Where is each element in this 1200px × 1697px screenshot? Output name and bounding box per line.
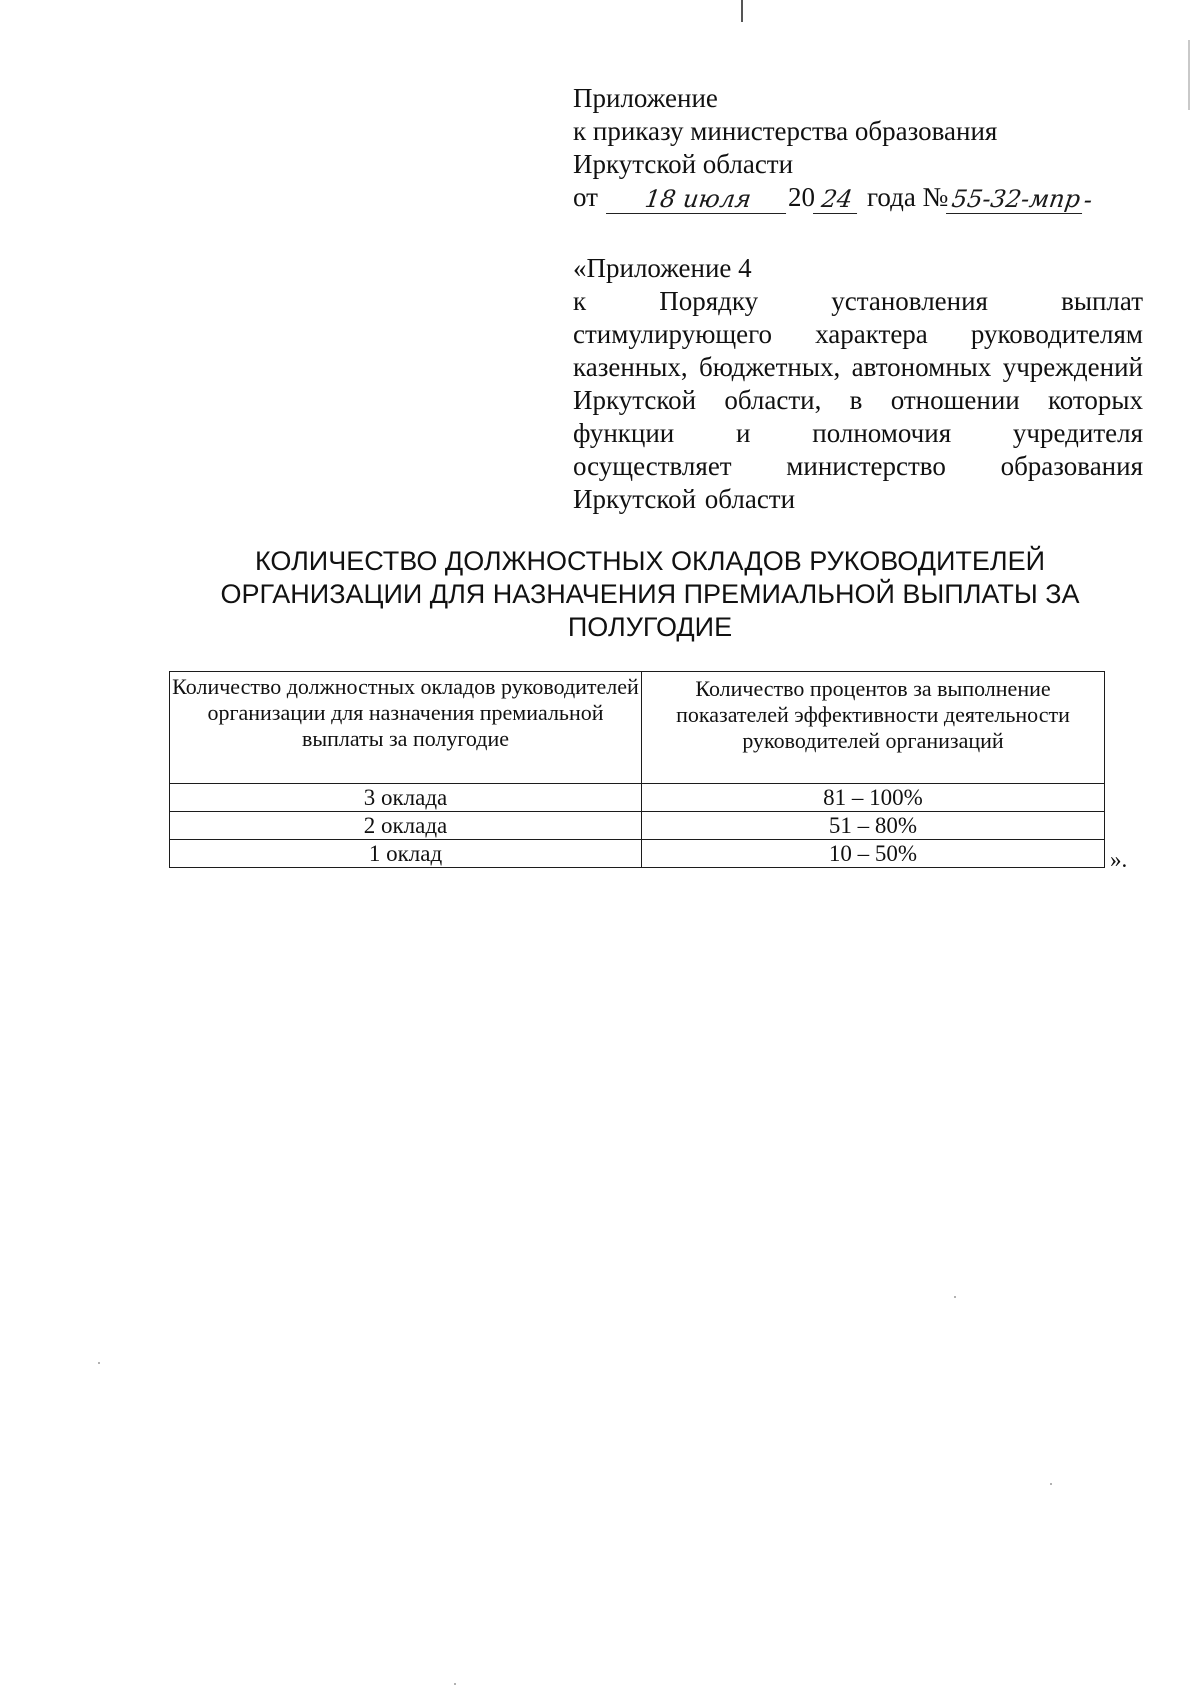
scan-speck	[954, 1296, 956, 1298]
table-cell-salaries: 3 оклада	[170, 784, 642, 812]
handwritten-order-number: 55-32-мпр	[946, 185, 1086, 214]
table-cell-salaries: 1 оклад	[170, 840, 642, 868]
document-title	[170, 545, 1130, 644]
table-header-percent: Количество процентов за выполнение показателей эффективности деятельности руководителей организаций	[642, 672, 1105, 784]
table-cell-percent: 10 – 50%	[642, 840, 1105, 868]
handwritten-order-tail: -	[1082, 186, 1095, 214]
approval-line-2: к приказу министерства образования	[573, 116, 998, 146]
table-header-salaries: Количество должностных окладов руководителей организации для назначения премиальной выплаты за полугодие	[170, 672, 642, 784]
scan-edge-mark	[1188, 40, 1190, 110]
appendix-text: к Порядку установления выплат стимулирующего характера руководителям казенных, бюджетных, автономных учреждений Иркутской области, в отношении которых функции и полномочия учредителя осуществляет министерство образования Иркутской области	[573, 286, 1143, 514]
scan-speck	[1050, 1483, 1052, 1485]
table-header-row	[170, 672, 1105, 784]
closing-quote-mark: ».	[1110, 847, 1128, 872]
title-line-2: ОРГАНИЗАЦИИ ДЛЯ НАЗНАЧЕНИЯ ПРЕМИАЛЬНОЙ ВЫПЛАТЫ ЗА	[220, 579, 1080, 609]
table-cell-percent: 51 – 80%	[642, 812, 1105, 840]
approval-line-3: Иркутской области	[573, 149, 794, 179]
salary-table	[169, 671, 1105, 868]
title-line-3: ПОЛУГОДИЕ	[567, 612, 733, 642]
scan-speck	[98, 1362, 100, 1364]
table-row	[170, 784, 1105, 812]
scan-speck	[454, 1683, 456, 1685]
table-row	[170, 812, 1105, 840]
table-cell-percent: 81 – 100%	[642, 784, 1105, 812]
table-row	[170, 840, 1105, 868]
table-cell-salaries: 2 оклада	[170, 812, 642, 840]
handwritten-date: 18 июля	[606, 185, 790, 214]
approval-line-1: Приложение	[573, 83, 718, 113]
title-line-1: КОЛИЧЕСТВО ДОЛЖНОСТНЫХ ОКЛАДОВ РУКОВОДИТЕЛЕЙ	[254, 546, 1046, 576]
appendix-heading: «Приложение 4	[573, 253, 752, 283]
handwritten-year: 24	[813, 185, 861, 214]
year-prefix: 20	[787, 182, 815, 212]
approval-date-line	[573, 181, 1133, 214]
scan-edge-mark	[741, 0, 743, 22]
date-prefix: от	[573, 182, 598, 212]
approval-block	[573, 82, 1133, 214]
appendix-block	[573, 252, 1143, 516]
year-label: года №	[866, 182, 949, 212]
